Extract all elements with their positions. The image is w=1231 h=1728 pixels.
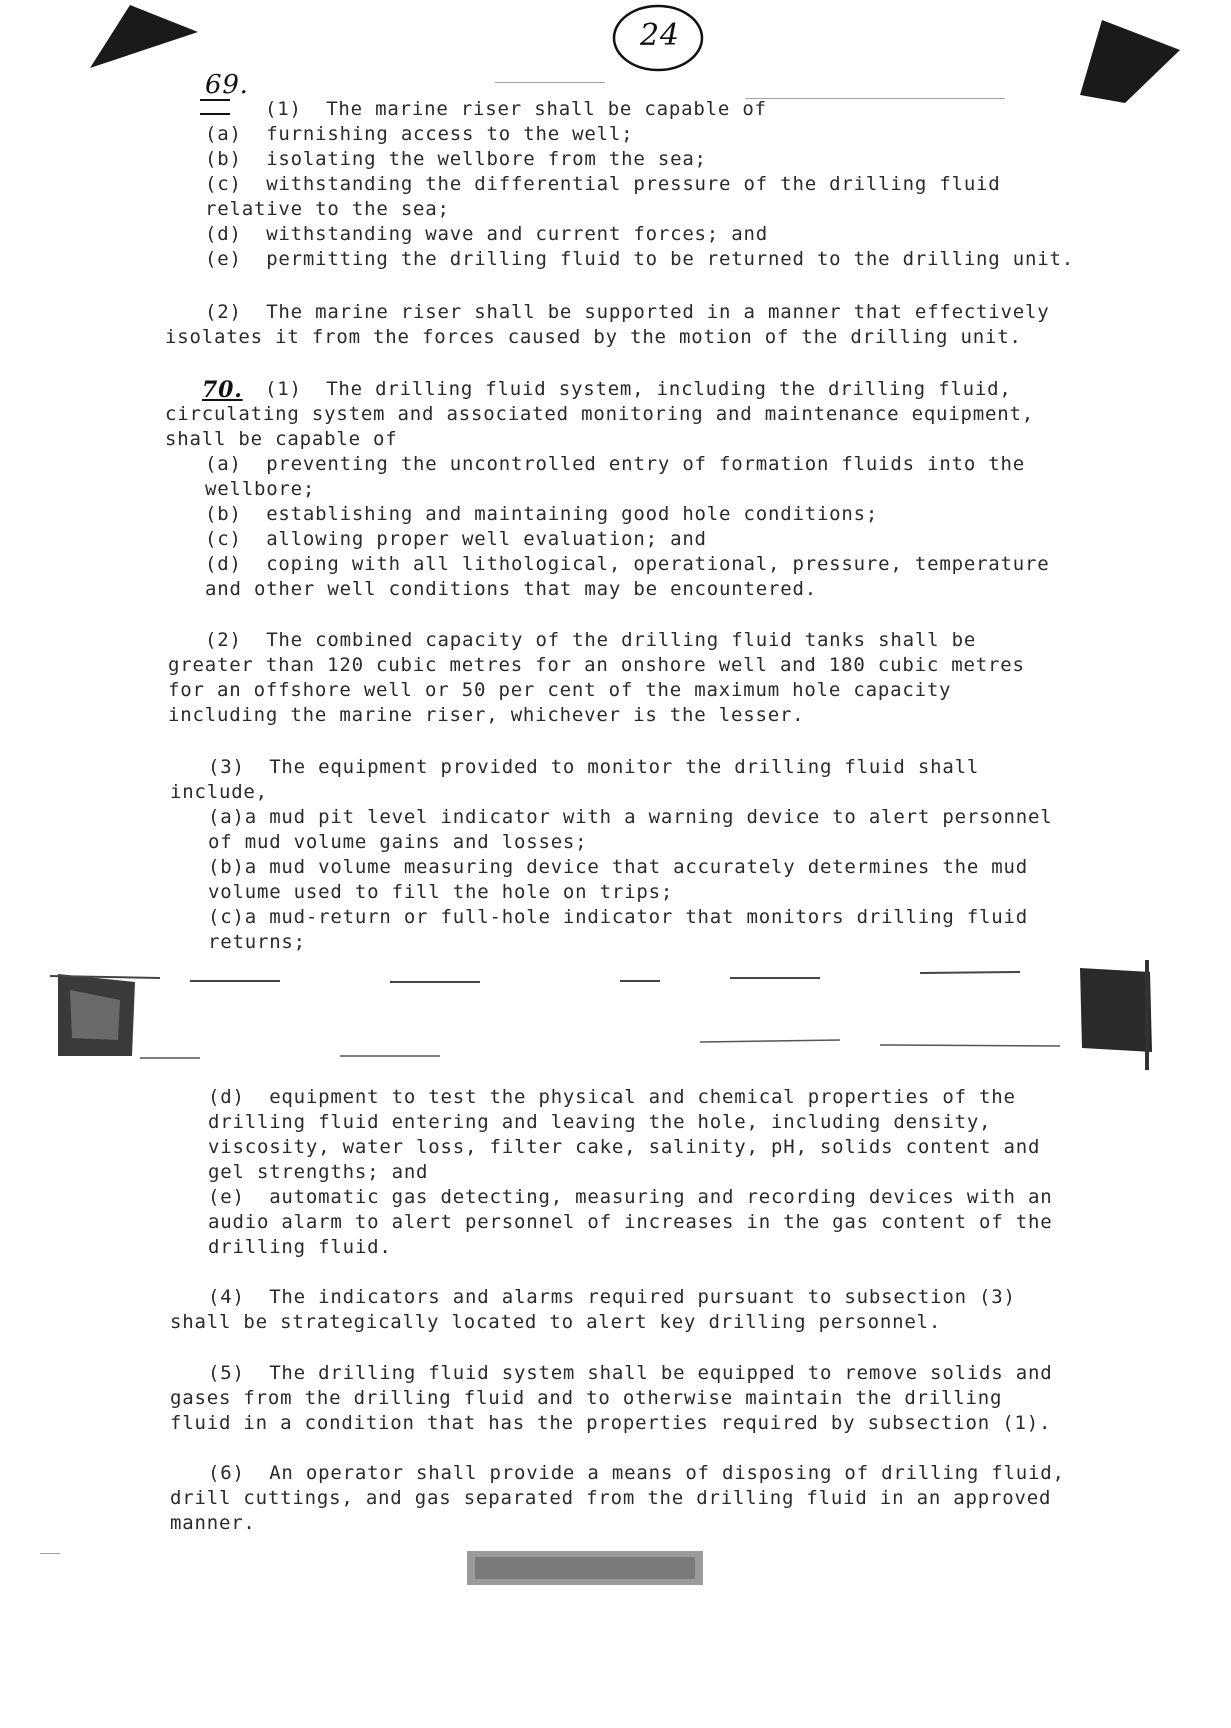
s70-line: (a)a mud pit level indicator with a warning device to alert personnel	[208, 806, 1053, 828]
s70-line: wellbore;	[205, 478, 316, 500]
s70-line: and other well conditions that may be encountered.	[205, 578, 817, 600]
s70-line: (d) coping with all lithological, operational, pressure, temperature	[205, 553, 1050, 575]
s70-line: (6) An operator shall provide a means of disposing of drilling fluid,	[208, 1462, 1065, 1484]
s70-line: (4) The indicators and alarms required pursuant to subsection (3)	[208, 1286, 1016, 1308]
scan-rule	[40, 1553, 60, 1554]
s70-line: (5) The drilling fluid system shall be equipped to remove solids and	[208, 1362, 1053, 1384]
s70-line: viscosity, water loss, filter cake, salinity, pH, solids content and	[208, 1136, 1041, 1158]
s70-line: shall be capable of	[165, 428, 398, 450]
struck-old-number-icon	[200, 99, 230, 115]
s70-line: gel strengths; and	[208, 1161, 429, 1183]
s70-line: (b)a mud volume measuring device that accurately determines the mud	[208, 856, 1029, 878]
s70-line: gases from the drilling fluid and to otherwise maintain the drilling	[170, 1387, 1003, 1409]
section-number-69: 69.	[205, 70, 249, 100]
s70-line: (c) allowing proper well evaluation; and	[205, 528, 707, 550]
s70-line: volume used to fill the hole on trips;	[208, 881, 674, 903]
s70-line: drilling fluid.	[208, 1236, 392, 1258]
s69-line: (b) isolating the wellbore from the sea;	[205, 148, 707, 170]
s70-line: (a) preventing the uncontrolled entry of formation fluids into the	[205, 453, 1026, 475]
s69-line: isolates it from the forces caused by the motion of the drilling unit.	[165, 326, 1022, 348]
s70-line: returns;	[208, 931, 306, 953]
s70-line: including the marine riser, whichever is the lesser.	[168, 704, 805, 726]
scan-mark-top-right	[1080, 15, 1190, 105]
s70-line: of mud volume gains and losses;	[208, 831, 588, 853]
s70-line: (d) equipment to test the physical and chemical properties of the	[208, 1086, 1016, 1108]
s70-line: (b) establishing and maintaining good hole conditions;	[205, 503, 879, 525]
scan-rule	[745, 98, 1005, 99]
s70-line: (3) The equipment provided to monitor the drilling fluid shall	[208, 756, 980, 778]
s70-line: drilling fluid entering and leaving the hole, including density,	[208, 1111, 992, 1133]
s70-line: (1) The drilling fluid system, including the drilling fluid,	[265, 378, 1012, 400]
s69-line: relative to the sea;	[205, 198, 450, 220]
s70-line: drill cuttings, and gas separated from the drilling fluid in an approved	[170, 1487, 1052, 1509]
s69-line: (d) withstanding wave and current forces; and	[205, 223, 768, 245]
s70-line: (2) The combined capacity of the drilling fluid tanks shall be	[205, 629, 977, 651]
scan-splice-band	[0, 960, 1231, 1070]
s70-line: include,	[170, 781, 268, 803]
s70-line: greater than 120 cubic metres for an onshore well and 180 cubic metres	[168, 654, 1025, 676]
s69-line: (c) withstanding the differential pressure of the drilling fluid	[205, 173, 1001, 195]
s70-line: manner.	[170, 1512, 256, 1534]
s69-line: (a) furnishing access to the well;	[205, 123, 634, 145]
scan-smudge	[465, 1545, 705, 1590]
s70-line: (c)a mud-return or full-hole indicator that monitors drilling fluid	[208, 906, 1029, 928]
s69-line: (e) permitting the drilling fluid to be returned to the drilling unit.	[205, 248, 1074, 270]
page-number: 24	[640, 18, 680, 53]
s70-line: for an offshore well or 50 per cent of the maximum hole capacity	[168, 679, 952, 701]
section-number-70: 70.	[202, 377, 243, 403]
s70-line: (e) automatic gas detecting, measuring and recording devices with an	[208, 1186, 1053, 1208]
scan-rule	[495, 82, 605, 83]
s70-line: shall be strategically located to alert key drilling personnel.	[170, 1311, 942, 1333]
s69-line: (1) The marine riser shall be capable of	[265, 98, 767, 120]
s70-line: fluid in a condition that has the properties required by subsection (1).	[170, 1412, 1052, 1434]
scan-mark-top-left	[90, 0, 200, 75]
s69-line: (2) The marine riser shall be supported in a manner that effectively	[205, 301, 1050, 323]
s70-line: circulating system and associated monitoring and maintenance equipment,	[165, 403, 1034, 425]
s70-line: audio alarm to alert personnel of increases in the gas content of the	[208, 1211, 1053, 1233]
